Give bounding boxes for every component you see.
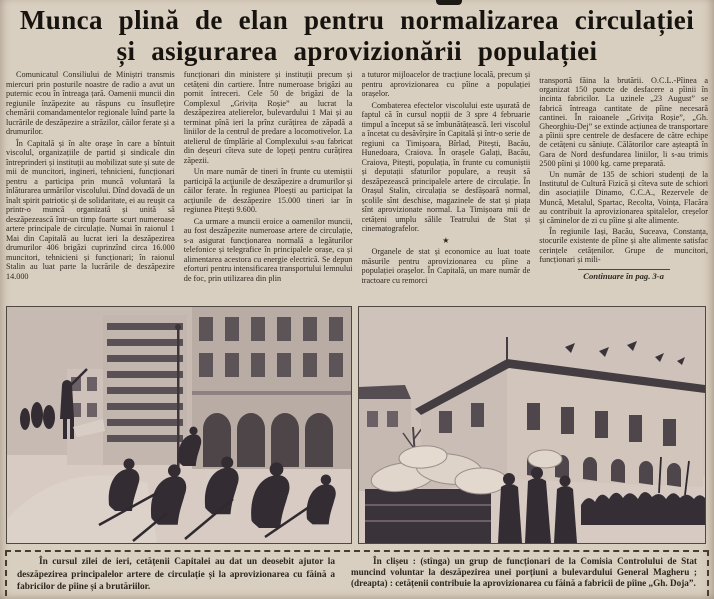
photo-flour-delivery-bakery [358, 306, 706, 544]
paragraph: Comunicatul Consiliului de Miniștri transmis miercuri prin posturile noastre de radio a avut un puternic ecou în întreaga țară. Oamenii muncii din regiunile înzăpezite au răspuns cu însuflețire chemării comandamentelor regionale luînd parte la lucrările de deszăpezire a străzilor, căilor ferate și a drumurilor. [6, 70, 175, 136]
left-photo-illustration [7, 307, 351, 543]
headline-line-2: și asigurarea aprovizionării populației [116, 36, 598, 66]
star-separator-icon: ★ [442, 235, 450, 245]
continuation-note: Continuare în pag. 3-a [583, 271, 664, 282]
scan-artifact [436, 0, 462, 5]
right-photo-illustration [359, 307, 705, 543]
paragraph: Ca urmare a muncii eroice a oamenilor muncii, au fost deszăpezite numeroase artere de circulație, s-a asigurat funcționarea normală a legăturilor telefonice și telegrafice în principalele orașe, ca și alimentarea acestora cu energie electrică. Se depun eforturi pentru intensificarea transportului lemnului de foc, prin utilizarea din plin [183, 216, 353, 283]
paragraph: transportă făina la brutării. O.C.L.-Pîinea a organizat 150 puncte de desfacere a pîinii în incinta fabricilor. La uzinele „23 August” se fabrică întreaga cantitate de pîine necesară cantinei. În raioanele „Grivița Roșie”, „Gh. Gheorghiu-Dej” se extinde acțiunea de transportare a pîinii spre centrele de desfacere de către echipe de cetățeni cu săniuțe. Călătorilor care așteaptă în Gara de Nord desfundarea liniilor, li s-au trimis 2500 pîini și 1000 kg. carne preparată. [539, 76, 708, 168]
paragraph: Combaterea efectelor viscolului este ușurată de faptul că în cursul nopții de 3 spre 4 februarie timpul a început să se îmbunătățească. Ieri viscolul a încetat cu desăvîrșire în Capitală și într-o serie de regiuni ca Timișoara, Bîrlad, Pitești, Bacău, Hunedoara, Craiova. În orașele Galați, Bacău, Craiova, Pitești, populația, în frunte cu comuniștii și deputații sfaturilor populare, a reușit să deszăpezească principalele artere de circulație. În Orașul Stalin, circulația se desfășoară normal, școlile sînt deschise, magazinele de stat și piața sînt aprovizionate normal. La Timișoara mii de cetățeni umplu sălile Teatrului de Stat și cinematografelor. [361, 100, 531, 233]
paragraph: În Capitală și în alte orașe în care a bîntuit viscolul, organizațiile de partid și sindicale din întreprinderi și instituții au mobilizat sute și sute de mii de muncitori, ingineri, tehnicieni, funcționari pentru a participa prin muncă voluntară la înlăturarea urmărilor viscolului. Dînd dovadă de un înalt spirit patriotic și de solidaritate, ei au reușit ca printr-o muncă organizată și unită să deszăpezească într-un timp foarte scurt numeroase artere principale de circulație. Numai în raionul 1 Mai din Capitală au lucrat ieri la deszăpezirea drumurilor 406 brigăzi cuprinzînd circa 16.000 muncitori, tehnicieni și funcționari; în raionul Stalin au luat parte la lucrările de deszăpezire 14.000 [6, 138, 175, 281]
headline-line-1: Munca plină de elan pentru normalizarea circulației [19, 5, 695, 35]
caption-box [5, 550, 709, 599]
article-headline [0, 0, 714, 67]
photo-strip [0, 304, 714, 544]
arcade-building [192, 307, 351, 469]
text-column-3 [362, 70, 531, 304]
paragraph: În regiunile Iași, Bacău, Suceava, Constanța, stocurile existente de pîine și alte alimente satisfac cerințele cetățenilor. Grupe de muncitori, funcționari și mili- [539, 227, 708, 264]
paragraph: Un mare număr de tineri în frunte cu utemiștii participă la acțiunile de deszăpezire a drumurilor și căilor ferate. În regiunea Ploești au participat la acțiunile de deszăpezire 15.000 tineri iar în regiunea Pitești 9.600. [183, 167, 353, 214]
paragraph: funcționari din ministere și instituții precum și cetățeni din cartiere. Între numeroase brigăzi au pornit întreceri. Cele 50 de brigăzi de la Complexul „Grivița Roșie” au lucrat la deszăpezirea atelierelor, bulevardului 1 Mai și au terminat pînă ieri la prînz curățirea de zăpadă a liniilor de la centrul de predare a locomotivelor. La atelierul de tîmplărie al Complexului s-au fabricat din deșeuri cîteva sute de lopeți pentru curățirea zăpezii. [183, 70, 353, 165]
caption-right-photo: În clișeu : (stînga) un grup de funcționari de la Comisia Controlului de Stat muncind voluntar la deszăpezirea unei porțiuni a bulevardului General Magheru ; (dreapta) : cetățenii contribuie la aprovizionarea cu făină a fabricii de pîine „Gh. Doja”. [351, 556, 697, 588]
paragraph: Un număr de 135 de schiori studenți de la Institutul de Cultură Fizică și cîteva sute de schiori din asociațiile Dinamo, C.C.A., Rezervele de Muncă, Metalul, Spartac, Recolta, Voința, Flacăra au contribuit la aprovizionarea spitalelor, creșelor și căminelor de zi cu pîine și alte alimente. [539, 170, 708, 226]
crowd [581, 492, 705, 525]
photo-snow-clearing-boulevard [6, 306, 352, 544]
text-column-2 [184, 70, 353, 304]
article-body [0, 67, 714, 304]
paragraph: Organele de stat și economice au luat toate măsurile pentru aprovizionarea cu pîine a populației orașelor. În Capitală, un mare număr de tractoare cu remorci [361, 247, 531, 285]
caption-left-photo: În cursul zilei de ieri, cetățenii Capitalei au dat un deosebit ajutor la deszăpezirea principalelor artere de circulație și la aprovizionarea cu făină a fabricilor de pîine și a brutăriilor. [17, 557, 335, 593]
paragraph: a tuturor mijloacelor de tracțiune locală, precum și pentru aprovizionarea cu pîine a populației orașelor. [361, 70, 531, 98]
text-column-1 [6, 70, 175, 304]
text-column-4 [539, 70, 708, 304]
continuation-rule [578, 269, 670, 270]
